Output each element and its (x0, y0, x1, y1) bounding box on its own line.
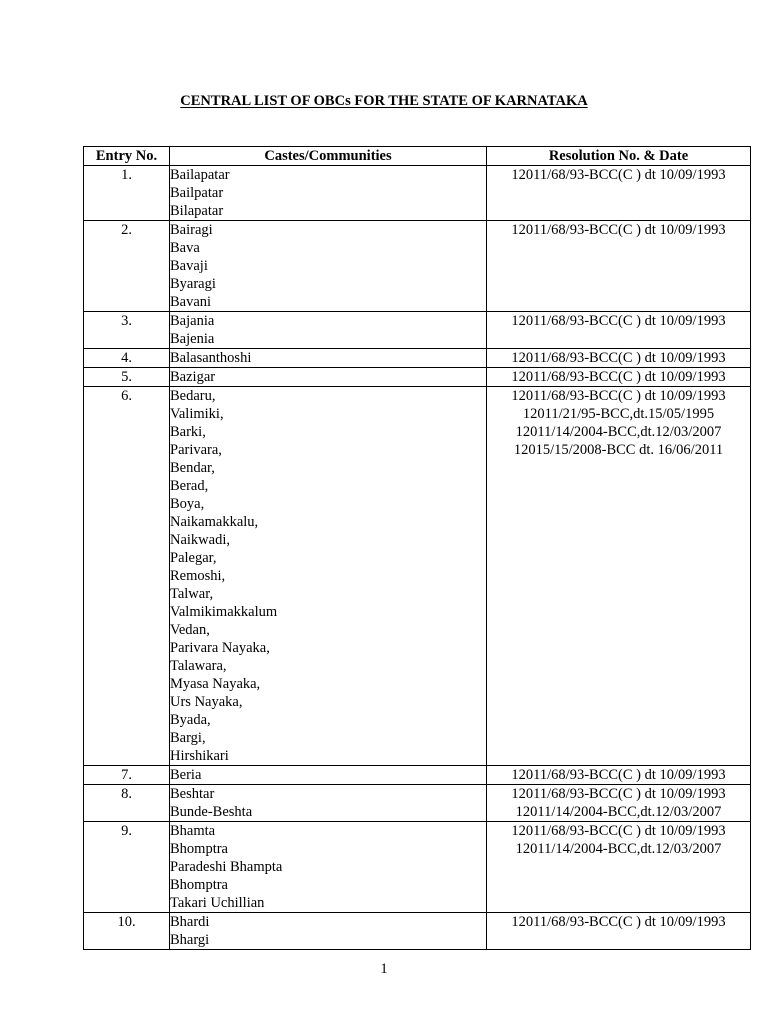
caste-name: Palegar, (170, 550, 217, 566)
caste-name: Berad, (170, 478, 209, 494)
resolution-header: Resolution No. & Date (487, 147, 751, 166)
entry-number: 6. (84, 387, 170, 766)
castes-cell (170, 785, 487, 822)
resolution-cell (487, 312, 751, 349)
resolution-cell (487, 822, 751, 913)
caste-name: Talawara, (170, 658, 227, 674)
resolution-entry: 12011/68/93-BCC(C ) dt 10/09/1993 (511, 167, 726, 183)
castes-cell (170, 913, 487, 950)
caste-name: Bargi, (170, 730, 206, 746)
caste-name: Parivara Nayaka, (170, 640, 270, 656)
caste-name: Bailpatar (170, 185, 224, 201)
caste-name: Paradeshi Bhampta (170, 859, 283, 875)
table-row (84, 913, 751, 950)
caste-name: Myasa Nayaka, (170, 676, 261, 692)
caste-name: Bazigar (170, 369, 216, 385)
caste-name: Naikamakkalu, (170, 514, 259, 530)
caste-name: Beshtar (170, 786, 215, 802)
resolution-cell (487, 785, 751, 822)
caste-name: Bhargi (170, 932, 210, 948)
resolution-entry: 12011/68/93-BCC(C ) dt 10/09/1993 (511, 222, 726, 238)
resolution-entry: 12011/14/2004-BCC,dt.12/03/2007 (515, 804, 722, 820)
entry-number: 2. (84, 221, 170, 312)
caste-name: Talwar, (170, 586, 214, 602)
castes-cell (170, 368, 487, 387)
caste-name: Byaragi (170, 276, 216, 292)
table-row (84, 312, 751, 349)
table-row (84, 349, 751, 368)
resolution-entry: 12011/68/93-BCC(C ) dt 10/09/1993 (511, 914, 726, 930)
entry-number: 5. (84, 368, 170, 387)
entry-number: 9. (84, 822, 170, 913)
entry-number: 7. (84, 766, 170, 785)
caste-name: Parivara, (170, 442, 222, 458)
table-row (84, 221, 751, 312)
entry-number: 4. (84, 349, 170, 368)
caste-name: Bhamta (170, 823, 216, 839)
table-row (84, 166, 751, 221)
page-title: CENTRAL LIST OF OBCs FOR THE STATE OF KARNATAKA (180, 93, 588, 109)
resolution-entry: 12011/68/93-BCC(C ) dt 10/09/1993 (511, 350, 726, 366)
page-number: 1 (380, 961, 388, 977)
caste-name: Bendar, (170, 460, 215, 476)
caste-name: Boya, (170, 496, 205, 512)
resolution-cell (487, 387, 751, 766)
resolution-cell (487, 166, 751, 221)
caste-name: Bhomptra (170, 841, 228, 857)
resolution-cell (487, 221, 751, 312)
caste-name: Bhomptra (170, 877, 228, 893)
caste-name: Urs Nayaka, (170, 694, 243, 710)
caste-name: Takari Uchillian (170, 895, 265, 911)
caste-name: Bilapatar (170, 203, 224, 219)
resolution-entry: 12011/68/93-BCC(C ) dt 10/09/1993 (511, 786, 726, 802)
table-row (84, 368, 751, 387)
caste-name: Bairagi (170, 222, 213, 238)
resolution-entry: 12011/68/93-BCC(C ) dt 10/09/1993 (511, 369, 726, 385)
resolution-cell (487, 766, 751, 785)
resolution-entry: 12011/14/2004-BCC,dt.12/03/2007 (515, 424, 722, 440)
caste-name: Byada, (170, 712, 211, 728)
castes-cell (170, 822, 487, 913)
castes-cell (170, 166, 487, 221)
table-row (84, 387, 751, 766)
castes-cell (170, 387, 487, 766)
castes-cell (170, 312, 487, 349)
castes-cell (170, 221, 487, 312)
caste-name: Remoshi, (170, 568, 226, 584)
caste-name: Bajania (170, 313, 215, 329)
resolution-entry: 12011/21/95-BCC,dt.15/05/1995 (522, 406, 715, 422)
table-row (84, 766, 751, 785)
castes-cell (170, 349, 487, 368)
caste-name: Valimiki, (170, 406, 224, 422)
resolution-cell (487, 349, 751, 368)
resolution-entry: 12011/68/93-BCC(C ) dt 10/09/1993 (511, 388, 726, 404)
caste-name: Bavaji (170, 258, 208, 274)
table-header-row (84, 147, 751, 166)
castes-communities-header: Castes/Communities (170, 147, 487, 166)
caste-name: Barki, (170, 424, 206, 440)
table-row (84, 785, 751, 822)
entry-no-header: Entry No. (84, 147, 170, 166)
obc-table (83, 146, 751, 950)
caste-name: Vedan, (170, 622, 210, 638)
caste-name: Hirshikari (170, 748, 229, 764)
castes-cell (170, 766, 487, 785)
resolution-entry: 12015/15/2008-BCC dt. 16/06/2011 (513, 442, 724, 458)
caste-name: Bhardi (170, 914, 210, 930)
caste-name: Bunde-Beshta (170, 804, 253, 820)
caste-name: Beria (170, 767, 202, 783)
caste-name: Bavani (170, 294, 212, 310)
caste-name: Bedaru, (170, 388, 216, 404)
resolution-entry: 12011/68/93-BCC(C ) dt 10/09/1993 (511, 823, 726, 839)
entry-number: 8. (84, 785, 170, 822)
caste-name: Valmikimakkalum (170, 604, 278, 620)
table-body (84, 166, 751, 950)
resolution-entry: 12011/68/93-BCC(C ) dt 10/09/1993 (511, 313, 726, 329)
caste-name: Bava (170, 240, 200, 256)
resolution-entry: 12011/68/93-BCC(C ) dt 10/09/1993 (511, 767, 726, 783)
caste-name: Bajenia (170, 331, 215, 347)
resolution-cell (487, 368, 751, 387)
entry-number: 1. (84, 166, 170, 221)
caste-name: Bailapatar (170, 167, 230, 183)
caste-name: Naikwadi, (170, 532, 230, 548)
entry-number: 3. (84, 312, 170, 349)
table-row (84, 822, 751, 913)
caste-name: Balasanthoshi (170, 350, 252, 366)
resolution-cell (487, 913, 751, 950)
entry-number: 10. (84, 913, 170, 950)
resolution-entry: 12011/14/2004-BCC,dt.12/03/2007 (515, 841, 722, 857)
